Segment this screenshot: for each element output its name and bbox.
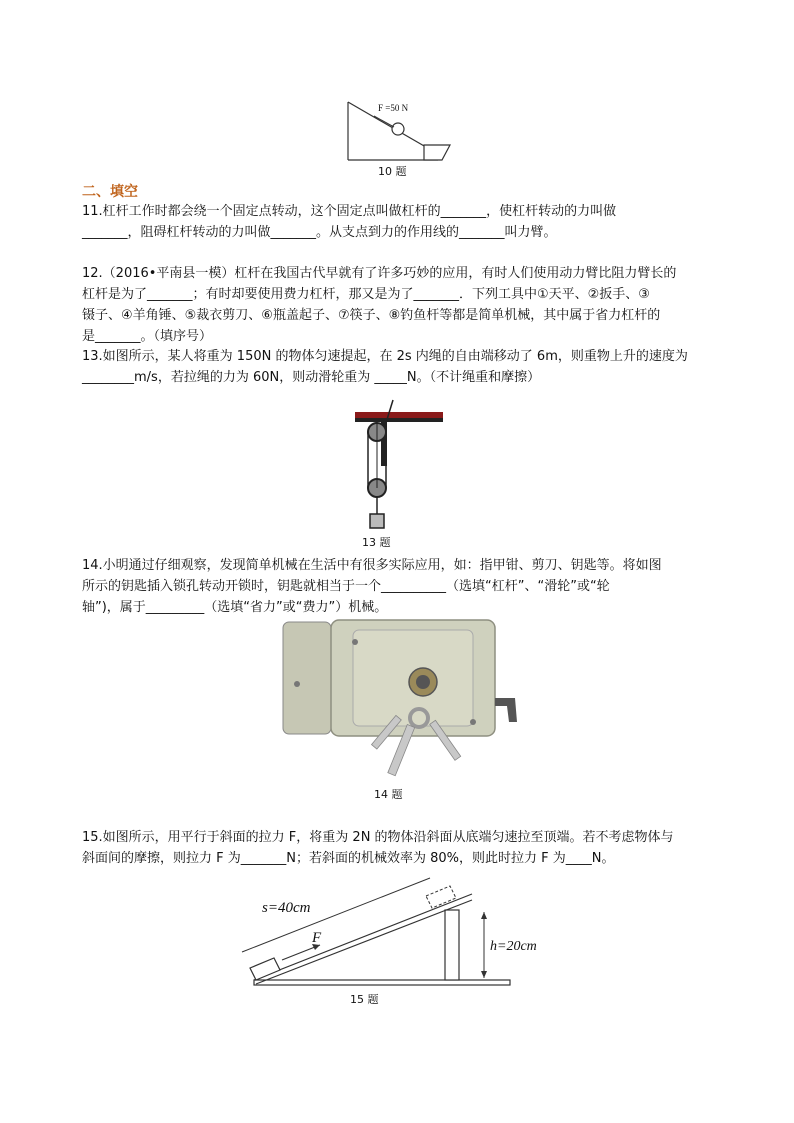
question-13 (82, 346, 712, 388)
question-14 (82, 555, 712, 618)
section-title: 二、填空 (82, 184, 138, 200)
q11-line-1: 11.杠杆工作时都会绕一个固定点转动，这个固定点叫做杠杆的_______，使杠杆转动的力叫做 (82, 204, 617, 219)
question-11 (82, 201, 712, 243)
fig15-caption: 15 题 (350, 993, 379, 1006)
q15-line-2: 斜面间的摩擦，则拉力 F 为_______N；若斜面的机械效率为 80%，则此时拉力 F 为____N。 (82, 851, 615, 866)
q11-line-2: _______，阻碍杠杆转动的力叫做_______。从支点到力的作用线的_______叫力臂。 (82, 225, 557, 240)
q13-line-1: 13.如图所示，某人将重为 150N 的物体匀速提起，在 2s 内绳的自由端移动了 6m，则重物上升的速度为 (82, 349, 688, 364)
q12-line-1: 12.（2016•平南县一模）杠杆在我国古代早就有了许多巧妙的应用，有时人们使用动力臂比阻力臂长的 (82, 266, 677, 281)
fig13-caption: 13 题 (362, 536, 391, 549)
q15-line-1: 15.如图所示，用平行于斜面的拉力 F，将重为 2N 的物体沿斜面从底端匀速拉至顶端。若不考虑物体与 (82, 830, 674, 845)
q12-line-3: 镊子、④羊角锤、⑤裁衣剪刀、⑥瓶盖起子、⑦筷子、⑧钓鱼杆等都是简单机械，其中属于省力杠杆的 (82, 308, 661, 323)
figure-15-incline (240, 870, 537, 990)
q14-line-1: 14.小明通过仔细观察，发现简单机械在生活中有很多实际应用，如：指甲钳、剪刀、钥匙等。将如图 (82, 558, 662, 573)
q13-line-2: ________m/s，若拉绳的力为 60N，则动滑轮重为 _____N。（不计绳重和摩擦） (82, 370, 541, 385)
question-15 (82, 827, 712, 869)
q14-line-3: 轴”)，属于_________（选填“省力”或“费力”）机械。 (82, 600, 388, 615)
fig15-f-label: F (312, 930, 322, 946)
fig10-force-label: F =50 N (378, 103, 409, 113)
q14-line-2: 所示的钥匙插入锁孔转动开锁时，钥匙就相当于一个__________（选填“杠杆”、“滑轮”或“轮 (82, 579, 610, 594)
figure-13-pulley (355, 398, 450, 533)
figure-10-incline (344, 98, 454, 164)
figure-14-lock (283, 618, 523, 786)
fig15-s-label: s=40cm (262, 900, 311, 916)
fig14-caption: 14 题 (374, 788, 403, 801)
fig15-h-label: h=20cm (490, 939, 537, 954)
q12-line-4: 是_______。（填序号） (82, 329, 213, 344)
fig10-caption: 10 题 (378, 165, 407, 178)
q12-line-2: 杠杆是为了_______；有时却要使用费力杠杆，那又是为了_______．下列工具中①天平、②扳手、③ (82, 287, 650, 302)
question-12 (82, 263, 712, 347)
